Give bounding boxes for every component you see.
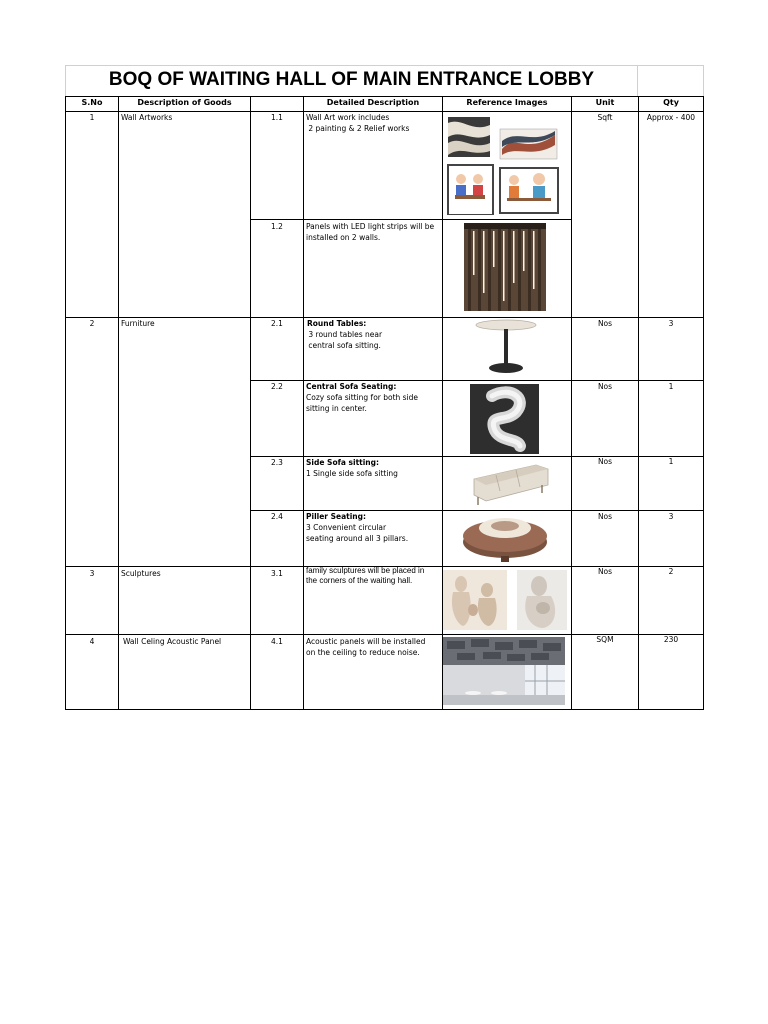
- item-qty: 3: [668, 319, 674, 328]
- item-unit: Nos: [597, 512, 613, 521]
- grid-line: [250, 96, 251, 710]
- item-heading: Round Tables:: [307, 319, 367, 328]
- item-text: sitting in center.: [306, 404, 367, 413]
- row-qty: 230: [663, 635, 679, 644]
- row-description: Wall Celing Acoustic Panel: [123, 637, 222, 646]
- item-code: 2.2: [271, 382, 283, 391]
- row-unit: SQM: [596, 635, 614, 644]
- header-reference-images: Reference Images: [466, 98, 548, 107]
- item-qty: 1: [668, 457, 674, 466]
- item-unit: Nos: [597, 319, 613, 328]
- item-text: 2 painting & 2 Relief works: [306, 124, 410, 133]
- header-qty: Qty: [663, 98, 679, 107]
- item-qty: 1: [668, 382, 674, 391]
- grid-line: [250, 380, 704, 381]
- item-code: 2.3: [271, 458, 283, 467]
- grid-line: [303, 96, 304, 710]
- item-code: 4.1: [271, 637, 283, 646]
- family-sculptures-image: [443, 570, 569, 632]
- item-code: 3.1: [271, 569, 283, 578]
- grid-line: [571, 96, 572, 710]
- row-qty: 2: [668, 567, 674, 576]
- item-text: installed on 2 walls.: [306, 233, 381, 242]
- grid-line: [703, 96, 704, 710]
- header-description: Description of Goods: [137, 98, 232, 107]
- grid-line: [65, 317, 704, 318]
- item-text: on the ceiling to reduce noise.: [306, 648, 420, 657]
- page-title: BOQ OF WAITING HALL OF MAIN ENTRANCE LOBBY: [108, 69, 595, 90]
- row-description: Furniture: [121, 319, 155, 328]
- item-code: 1.2: [271, 222, 283, 231]
- grid-line: [250, 219, 571, 220]
- item-heading: Central Sofa Seating:: [306, 382, 397, 391]
- grid-line: [118, 96, 119, 710]
- grid-line: [65, 96, 66, 710]
- item-text: Panels with LED light strips will be: [306, 222, 435, 231]
- grid-line: [250, 510, 704, 511]
- row-qty: Approx - 400: [646, 113, 696, 122]
- item-text: 3 Convenient circular: [306, 523, 387, 532]
- item-text: the corners of the waiting hall.: [306, 576, 413, 585]
- item-unit: Nos: [597, 457, 613, 466]
- pillar-seating-image: [460, 512, 550, 564]
- item-text: seating around all 3 pillars.: [306, 534, 409, 543]
- acoustic-ceiling-image: [443, 637, 565, 705]
- item-text: Cozy sofa sitting for both side: [306, 393, 419, 402]
- item-qty: 3: [668, 512, 674, 521]
- item-code: 2.4: [271, 512, 283, 521]
- row-description: Sculptures: [121, 569, 161, 578]
- grid-line: [638, 96, 639, 710]
- header-detailed-description: Detailed Description: [326, 98, 420, 107]
- grid-line: [65, 96, 704, 97]
- boq-sheet: [65, 65, 704, 710]
- item-unit: Nos: [597, 382, 613, 391]
- item-code: 2.1: [271, 319, 283, 328]
- item-text: 3 round tables near: [306, 330, 383, 339]
- item-code: 1.1: [271, 113, 283, 122]
- item-heading: Side Sofa sitting:: [306, 458, 380, 467]
- header-sno: S.No: [81, 98, 103, 107]
- grid-line: [65, 111, 704, 112]
- round-table-image: [473, 319, 539, 377]
- item-text: central sofa sitting.: [306, 341, 381, 350]
- item-text: Wall Art work includes: [306, 113, 390, 122]
- wall-art-collage-image: [447, 115, 568, 215]
- item-heading: Piller Seating:: [306, 512, 367, 521]
- row-sno: 1: [89, 113, 95, 122]
- row-unit: Sqft: [597, 113, 613, 122]
- led-panel-wall-image: [464, 223, 546, 311]
- item-text: Acoustic panels will be installed: [306, 637, 426, 646]
- side-sofa-image: [470, 461, 550, 507]
- header-unit: Unit: [595, 98, 615, 107]
- item-text: 1 Single side sofa sitting: [306, 469, 398, 478]
- item-text: family sculptures will be placed in: [306, 566, 425, 575]
- row-sno: 4: [89, 637, 95, 646]
- row-sno: 2: [89, 319, 95, 328]
- row-unit: Nos: [597, 567, 613, 576]
- central-sofa-image: [470, 384, 539, 454]
- row-description: Wall Artworks: [121, 113, 173, 122]
- grid-line: [65, 709, 704, 710]
- row-sno: 3: [89, 569, 95, 578]
